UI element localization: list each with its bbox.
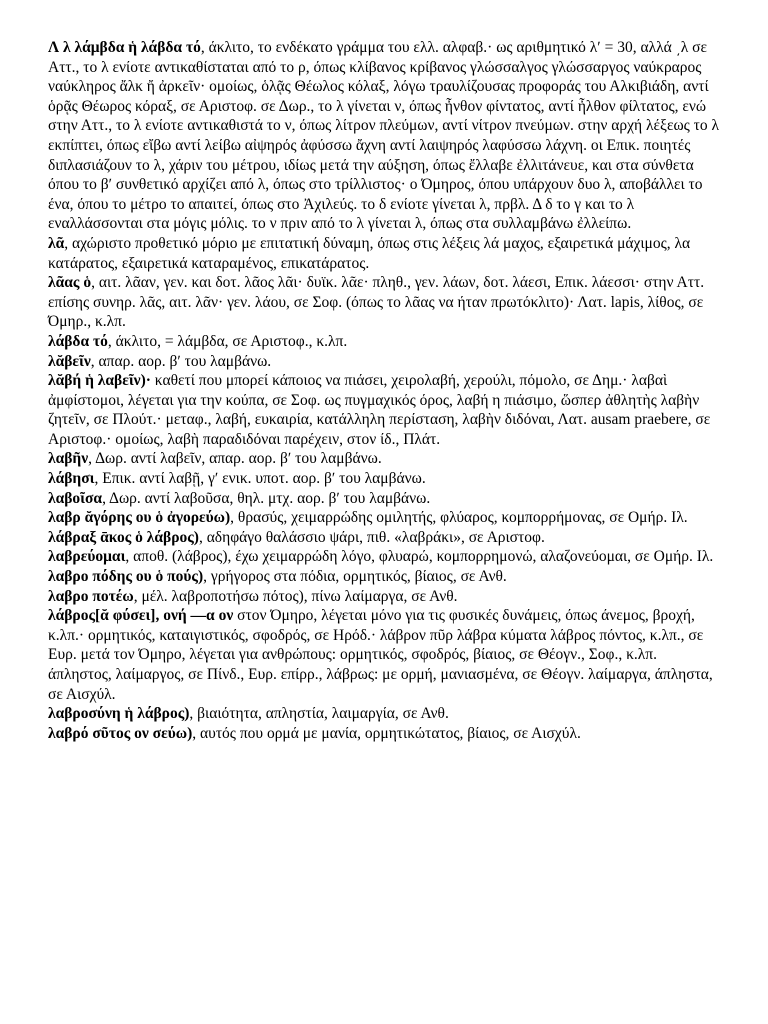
dictionary-entry [48, 273, 724, 332]
dictionary-page [48, 38, 724, 743]
entry-headword: λάβδα τό [48, 332, 108, 350]
dictionary-entry [48, 508, 724, 528]
entry-headword: Λ λ λάμβδα ἡ λάβδα τό [48, 39, 201, 56]
dictionary-entry [48, 371, 724, 449]
dictionary-entry [48, 724, 724, 744]
entry-text: καθετί που μπορεί κάποιος να πιάσει, χειρολαβή, χερούλι, πόμολο, σε Δημ.· λαβαὶ ἀμφίστομοι, λέγεται για την κούπα, σε Σοφ. ως πυγμαχικός όρος, λαβή η πιάσιμο, ὥσπερ ἀθλητὴς λαβὴν ζητεῖν, σε Πλούτ.· μεταφ., λαβή, ευκαιρία, κατάλληλη περίσταση, λαβὴν διδόναι, Λατ. ausam praebere, σε Αριστοφ.· ομοίως, λαβὴ παραδιδόναι παρέχειν, στον ίδ., Πλάτ. [48, 372, 711, 448]
entry-text: στον Όμηρο, λέγεται μόνο για τις φυσικές δυνάμεις, όπως άνεμος, βροχή, κ.λπ.· ορμητικός, καταιγιστικός, σφοδρός, σε Ηρόδ.· λάβρον πῦρ λάβρα κύματα λάβρος πόντος, κ.λπ., σε Ευρ. μετά τον Όμηρο, λέγεται για ανθρώπους: ορμητικός, σφοδρός, βίαιος, σε Θέογν., Σοφ., κ.λπ. άπληστος, λαίμαργος, σε Πίνδ., Ευρ. επίρρ., λάβρως: με ορμή, μανιασμένα, σε Θέογν. λαίμαργα, άπληστα, σε Αισχύλ. [48, 607, 713, 703]
entry-headword: λαβρό σῦτος ον σεύω) [48, 724, 193, 742]
entry-text: , Δωρ. αντί λαβεῖν, απαρ. αορ. βʹ του λαμβάνω. [88, 450, 382, 468]
dictionary-entry [48, 704, 724, 724]
entry-headword: λαβῆν [48, 450, 89, 468]
dictionary-entry [48, 332, 724, 352]
entry-text: , αχώριστο προθετικό μόριο με επιτατική δύναμη, όπως στις λέξεις λά μαχος, εξαιρετικά μάχιμος, λα κατάρατος, εξαιρετικά καταραμένος, επικατάρατος. [48, 234, 691, 272]
dictionary-entry [48, 352, 724, 372]
entry-text: , βιαιότητα, απληστία, λαιμαργία, σε Ανθ. [189, 705, 449, 723]
entry-text: , αποθ. (λάβρος), έχω χειμαρρώδη λόγο, φλυαρώ, κομπορρημονώ, αλαζονεύομαι, σε Ομήρ. Ιλ. [125, 548, 714, 566]
entry-headword: λάβρος[ᾰ φύσει], ονή —α ον [48, 607, 234, 625]
entry-headword: λαβροσύνη ἡ λάβρος) [48, 705, 190, 723]
entry-headword: λαβρο πόδης ου ὁ πούς) [48, 568, 204, 586]
dictionary-entry [48, 528, 724, 548]
entry-headword: λᾶας ὁ [48, 274, 92, 292]
entry-text: , γρήγορος στα πόδια, ορμητικός, βίαιος, σε Ανθ. [203, 568, 507, 586]
entry-headword: λᾰβή ἡ λαβεῖν)· [48, 372, 151, 390]
entry-text: , άκλιτο, το ενδέκατο γράμμα του ελλ. αλφαβ.· ως αριθμητικό λʹ = 30, αλλά ͵λ σε Αττ., το λ ενίοτε αντικαθίσταται από το ρ, όπως κλίβανος κρίβανος γλώσσαλγος γλώσσαργος ναύκραρος ναύκληρος ἄλκ ἤ ἀρκεῖν· ομοίως, ὁλᾷς Θέωλος κόλαξ, λόγω τραυλίζουσας προφοράς του Αλκιβιάδη, αντί ὁρᾷς Θέωρος κόραξ, σε Αριστοφ. σε Δωρ., το λ γίνεται ν, όπως ἦνθον φίντατος, αντί ἦλθον φίλτατος, ενώ στην Αττ., το λ ενίοτε αντικαθιστά το ν, όπως λίτρον πλεύμων, αντί νίτρον πνεύμων. στην αρχή λέξεως το λ εκπίπτει, όπως εἴβω αντί λείβω αἰψηρός ἀφύσσω ἄχνη αντί λαιψηρός λαφύσσω λάχνη. οι Επικ. ποιητές διπλασιάζουν το λ, χάριν του μέτρου, ιδίως μετά την αύξηση, όπως ἔλλαβε ἐλλιτάνευε, και στα σύνθετα όπου το βʹ συνθετικό αρχίζει από λ, όπως στο τρίλλιστος· ο Όμηρος, όπου υπάρχουν δυο λ, αποβάλλει το ένα, όπου το μέτρο το απαιτεί, όπως στο Ἀχιλεύς. το δ ενίοτε γίνεται λ, πρβλ. Δ δ το γ και το λ εναλλάσσονται στα μόγις μόλις. το ν πριν από το λ γίνεται λ, όπως στα συλλαμβάνω ἐλλείπω. [48, 39, 720, 233]
entry-headword: λαβοῖσα [48, 489, 103, 507]
entry-text: , απαρ. αορ. βʹ του λαμβάνω. [90, 352, 272, 370]
dictionary-entry [48, 449, 724, 469]
dictionary-entry [48, 587, 724, 607]
dictionary-entry [48, 469, 724, 489]
entry-headword: λᾶ [48, 234, 65, 252]
entry-text: , μέλ. λαβροποτήσω πότος), πίνω λαίμαργα, σε Ανθ. [133, 587, 458, 605]
entry-headword: λαβρ ᾰγόρης ου ὁ ἀγορεύω) [48, 509, 231, 527]
entry-headword: λάβραξ ᾱκος ὁ λάβρος) [48, 528, 199, 546]
entry-headword: λαβρεύομαι [48, 548, 126, 566]
entry-text: , Επικ. αντί λαβῇ, γʹ ενικ. υποτ. αορ. βʹ του λαμβάνω. [94, 470, 426, 488]
dictionary-entry [48, 606, 724, 704]
dictionary-entry [48, 567, 724, 587]
dictionary-entry [48, 234, 724, 273]
entry-headword: λάβησι [48, 470, 95, 488]
dictionary-entry [48, 38, 724, 234]
entry-text: , αδηφάγο θαλάσσιο ψάρι, πιθ. «λαβράκι», σε Αριστοφ. [198, 528, 545, 546]
dictionary-entry [48, 547, 724, 567]
entry-text: , θρασύς, χειμαρρώδης ομιλητής, φλύαρος, κομπορρήμονας, σε Ομήρ. Ιλ. [230, 509, 688, 527]
entry-text: , Δωρ. αντί λαβοῦσα, θηλ. μτχ. αορ. βʹ του λαμβάνω. [102, 489, 431, 507]
dictionary-entry [48, 489, 724, 509]
entry-text: , άκλιτο, = λάμβδα, σε Αριστοφ., κ.λπ. [107, 332, 348, 350]
entry-text: , αυτός που ορμά με μανία, ορμητικώτατος, βίαιος, σε Αισχύλ. [192, 724, 581, 742]
entry-headword: λαβρο ποτέω [48, 587, 134, 605]
entry-text: , αιτ. λᾶαν, γεν. και δοτ. λᾶος λᾶι· δυϊκ. λᾶε· πληθ., γεν. λάων, δοτ. λάεσι, Επικ. λάεσσι· στην Αττ. επίσης συνηρ. λᾶς, αιτ. λᾶν· γεν. λάου, σε Σοφ. (όπως το λᾶας να ήταν πρωτόκλιτο)· Λατ. lapis, λίθος, σε Όμηρ., κ.λπ. [48, 274, 705, 331]
entry-headword: λᾰβεῖν [48, 352, 91, 370]
